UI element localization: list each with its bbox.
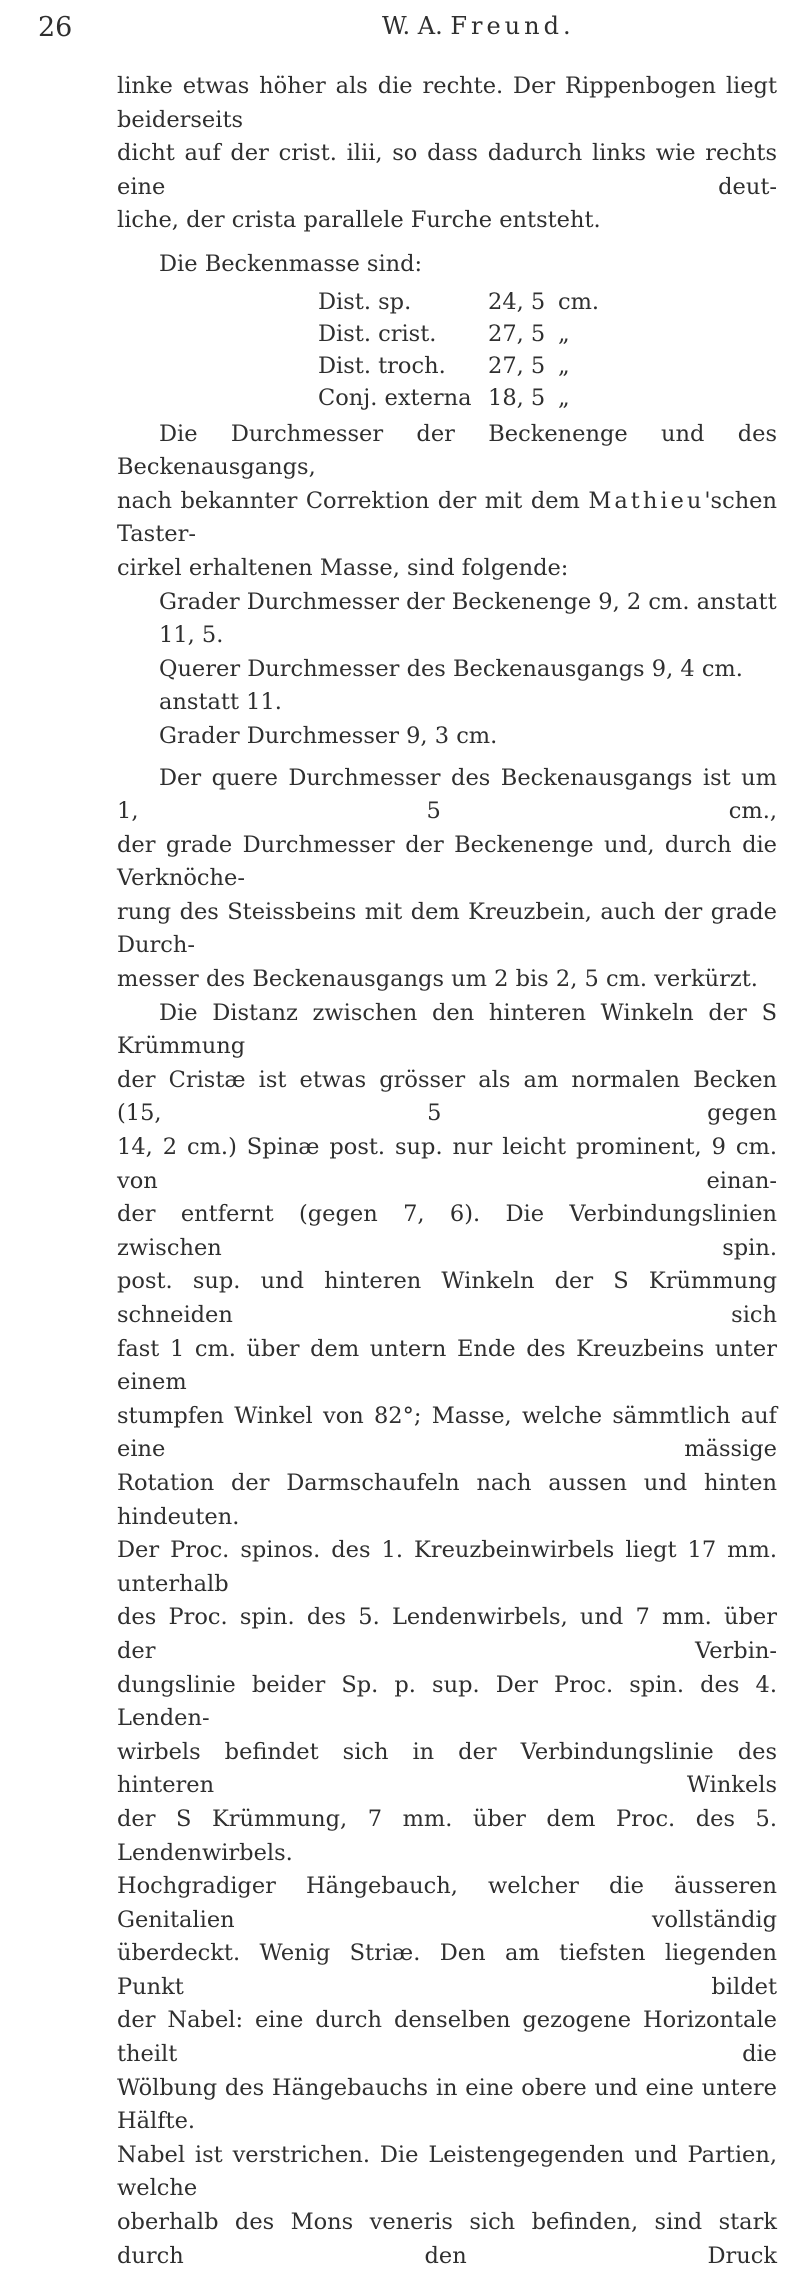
paragraph-3	[117, 762, 777, 997]
text-line: Nabel ist verstrichen. Die Leistengegenden und Partien, welche	[117, 2141, 777, 2202]
text-line: post. sup. und hinteren Winkeln der S Krümmung schneiden sich	[117, 1268, 777, 1328]
person-name: Mathieu	[588, 487, 705, 514]
text-line: Der Proc. spinos. des 1. Kreuzbeinwirbels liegt 17 mm. unterhalb	[117, 1537, 777, 1597]
text-line: der S Krümmung, 7 mm. über dem Proc. des 5. Lendenwirbels.	[117, 1805, 777, 1866]
text-line: liche, der crista parallele Furche entsteht.	[117, 207, 601, 234]
measure-unit: „	[558, 320, 570, 347]
text-line: der Nabel: eine durch denselben gezogene Horizontale theilt die	[117, 2007, 777, 2068]
text-line: überdeckt. Wenig Striæ. Den am tiefsten liegenden Punkt bildet	[117, 1940, 777, 2000]
paragraph-2	[117, 418, 777, 586]
page-header	[0, 12, 800, 52]
body-text	[117, 70, 777, 2273]
text-segment: nach bekannter Correktion der mit dem	[117, 487, 580, 514]
text-line: wirbels befindet sich in der Verbindungslinie des hinteren Winkels	[117, 1738, 777, 1799]
measure-value: 24, 5	[488, 288, 546, 315]
diameter-item: Grader Durchmesser 9, 3 cm.	[159, 722, 498, 749]
text-line: der entfernt (gegen 7, 6). Die Verbindungslinien zwischen spin.	[117, 1201, 777, 1261]
text-line: Rotation der Darmschaufeln nach aussen und hinten hindeuten.	[117, 1469, 777, 1530]
measure-row	[318, 286, 777, 318]
text-line: des Proc. spin. des 5. Lendenwirbels, und 7 mm. über der Verbin-	[117, 1604, 777, 1664]
measure-label: Dist. troch.	[318, 352, 446, 379]
measure-row	[318, 318, 777, 350]
measure-unit: „	[558, 384, 570, 411]
diameter-item: Grader Durchmesser der Beckenenge 9, 2 cm. anstatt 11, 5.	[159, 588, 777, 649]
text-line: Wölbung des Hängebauchs in eine obere und eine untere Hälfte.	[117, 2074, 777, 2135]
text-line: stumpfen Winkel von 82°; Masse, welche sämmtlich auf eine mässige	[117, 1402, 777, 1463]
text-line: rung des Steissbeins mit dem Kreuzbein, auch der grade Durch-	[117, 898, 777, 959]
beckenmasse-table	[318, 286, 777, 414]
text-line: cirkel erhaltenen Masse, sind folgende:	[117, 554, 569, 581]
text-line: dungslinie beider Sp. p. sup. Der Proc. spin. des 4. Lenden-	[117, 1671, 777, 1732]
text-line: Hochgradiger Hängebauch, welcher die äusseren Genitalien vollständig	[117, 1873, 777, 1933]
text-line: oberhalb des Mons veneris sich befinden, sind stark durch den Druck	[117, 2209, 777, 2269]
diameter-item: Querer Durchmesser des Beckenausgangs 9, 4 cm. anstatt 11.	[159, 655, 743, 716]
measure-unit: cm.	[558, 288, 600, 315]
measure-label: Dist. crist.	[318, 320, 437, 347]
measure-row	[318, 382, 777, 414]
author-surname: Freund.	[450, 12, 575, 40]
paragraph-4	[117, 997, 777, 2273]
text-line: linke etwas höher als die rechte. Der Rippenbogen liegt beiderseits	[117, 73, 777, 133]
text-line: der grade Durchmesser der Beckenenge und, durch die Verknöche-	[117, 831, 777, 892]
measure-value: 27, 5	[488, 320, 546, 347]
text-line: der Cristæ ist etwas grösser als am normalen Becken (15, 5 gegen	[117, 1066, 777, 1127]
measure-value: 27, 5	[488, 352, 546, 379]
paragraph-1	[117, 70, 777, 238]
text-line: fast 1 cm. über dem untern Ende des Kreuzbeins unter einem	[117, 1335, 777, 1396]
diameter-list	[159, 586, 777, 754]
text-line: 14, 2 cm.) Spinæ post. sup. nur leicht prominent, 9 cm. von einan-	[117, 1134, 777, 1194]
author-initials: W. A.	[382, 12, 443, 40]
text-line: Die Durchmesser der Beckenenge und des Beckenausgangs,	[117, 420, 777, 481]
page-number: 26	[38, 12, 73, 43]
measure-value: 18, 5	[488, 384, 546, 411]
text-line: Die Distanz zwischen den hinteren Winkeln der S Krümmung	[117, 999, 777, 1060]
text-line	[117, 485, 777, 552]
text-line: dicht auf der crist. ilii, so dass dadurch links wie rechts eine deut-	[117, 140, 777, 200]
text-segment: 'schen Taster-	[117, 487, 777, 548]
measure-label: Conj. externa	[318, 384, 472, 411]
running-head	[382, 12, 575, 40]
measure-label: Dist. sp.	[318, 288, 412, 315]
beckenmasse-heading: Die Beckenmasse sind:	[159, 250, 423, 277]
measure-row	[318, 350, 777, 382]
text-line: messer des Beckenausgangs um 2 bis 2, 5 cm. verkürzt.	[117, 966, 758, 993]
text-line: Der quere Durchmesser des Beckenausgangs ist um 1, 5 cm.,	[117, 764, 777, 825]
measure-unit: „	[558, 352, 570, 379]
